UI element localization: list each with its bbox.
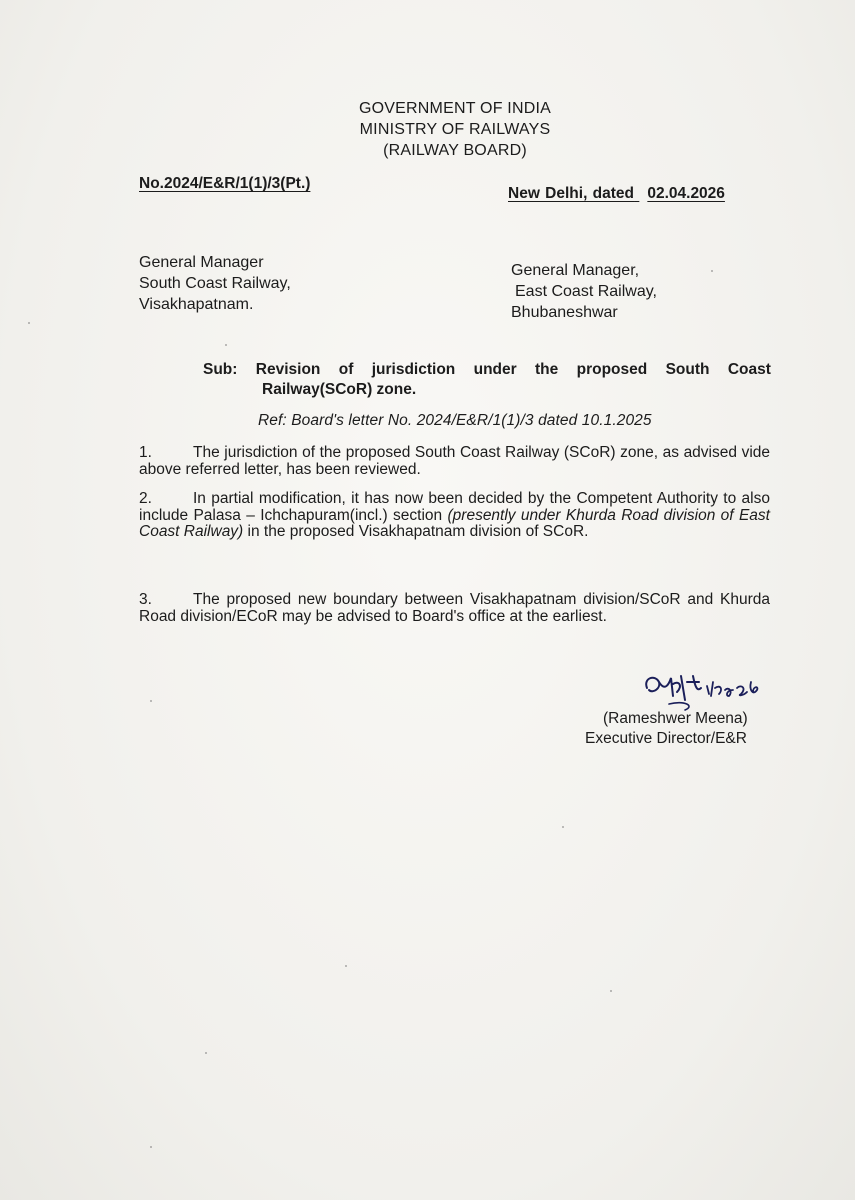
letterhead-board: (RAILWAY BOARD) bbox=[383, 142, 527, 159]
subject-word: under bbox=[473, 361, 517, 378]
letterhead bbox=[330, 98, 580, 161]
paragraph-1 bbox=[139, 445, 770, 478]
subject-word: the bbox=[535, 361, 559, 378]
scan-speck bbox=[150, 1146, 152, 1148]
addressee-left-line: General Manager bbox=[139, 254, 264, 271]
scan-speck bbox=[28, 322, 30, 324]
place-dated-label: New Delhi, dated bbox=[508, 185, 635, 202]
addressee-right-line: East Coast Railway, bbox=[515, 283, 657, 300]
letterhead-government: GOVERNMENT OF INDIA bbox=[359, 100, 551, 117]
scan-speck bbox=[562, 826, 564, 828]
paragraph-2 bbox=[139, 491, 770, 541]
subject-word: proposed bbox=[576, 361, 648, 378]
scan-speck bbox=[205, 1052, 207, 1054]
signatory-name: (Rameshwer Meena) bbox=[603, 710, 748, 727]
scan-speck bbox=[711, 270, 713, 272]
subject-line-1 bbox=[203, 360, 771, 380]
reference-line: Ref: Board's letter No. 2024/E&R/1(1)/3 dated 10.1.2025 bbox=[258, 412, 652, 429]
scan-speck bbox=[150, 700, 152, 702]
subject-word: South bbox=[665, 361, 710, 378]
addressee-left bbox=[139, 252, 291, 315]
subject-line bbox=[203, 360, 771, 400]
place-and-date bbox=[508, 185, 725, 203]
scan-speck bbox=[225, 344, 227, 346]
paragraph-3 bbox=[139, 592, 770, 625]
scan-speck bbox=[345, 965, 347, 967]
paragraph-text: The proposed new boundary between Visakhapatnam division/SCoR and Khurda Road division/ECoR may be advised to Board's office at the earliest. bbox=[139, 591, 770, 625]
addressee-right bbox=[511, 260, 657, 323]
subject-word: jurisdiction bbox=[371, 361, 456, 378]
letter-number: No.2024/E&R/1(1)/3(Pt.) bbox=[139, 175, 311, 192]
signatory-designation: Executive Director/E&R bbox=[585, 730, 747, 747]
paragraph-text: in the proposed Visakhapatnam division of SCoR. bbox=[247, 523, 589, 540]
paragraph-number: 3. bbox=[139, 591, 152, 608]
subject-word: Sub: bbox=[203, 361, 238, 378]
paragraph-number: 2. bbox=[139, 490, 152, 507]
paragraph-italic-text: (presently under Khurda Road division of East Coast Railway) bbox=[139, 506, 770, 540]
addressee-left-line: Visakhapatnam. bbox=[139, 296, 254, 313]
scan-speck bbox=[610, 990, 612, 992]
paragraph-text: In partial modification, it has now been decided by the Competent Authority to also include Palasa – Ichchapuram(incl.) section bbox=[139, 490, 770, 524]
paragraph-number: 1. bbox=[139, 444, 152, 461]
signatory-block bbox=[585, 709, 748, 749]
addressee-right-line: Bhubaneshwar bbox=[511, 304, 618, 321]
paragraph-text: The jurisdiction of the proposed South Coast Railway (SCoR) zone, as advised vide above referred letter, has been reviewed. bbox=[139, 444, 770, 478]
letterhead-ministry: MINISTRY OF RAILWAYS bbox=[359, 121, 551, 138]
subject-line-2: Railway(SCoR) zone. bbox=[262, 381, 417, 398]
subject-word: Coast bbox=[727, 361, 771, 378]
addressee-left-line: South Coast Railway, bbox=[139, 275, 291, 292]
addressee-right-line: General Manager, bbox=[511, 262, 640, 279]
subject-word: of bbox=[338, 361, 354, 378]
letter-date: 02.04.2026 bbox=[647, 185, 725, 202]
subject-word: Revision bbox=[255, 361, 321, 378]
